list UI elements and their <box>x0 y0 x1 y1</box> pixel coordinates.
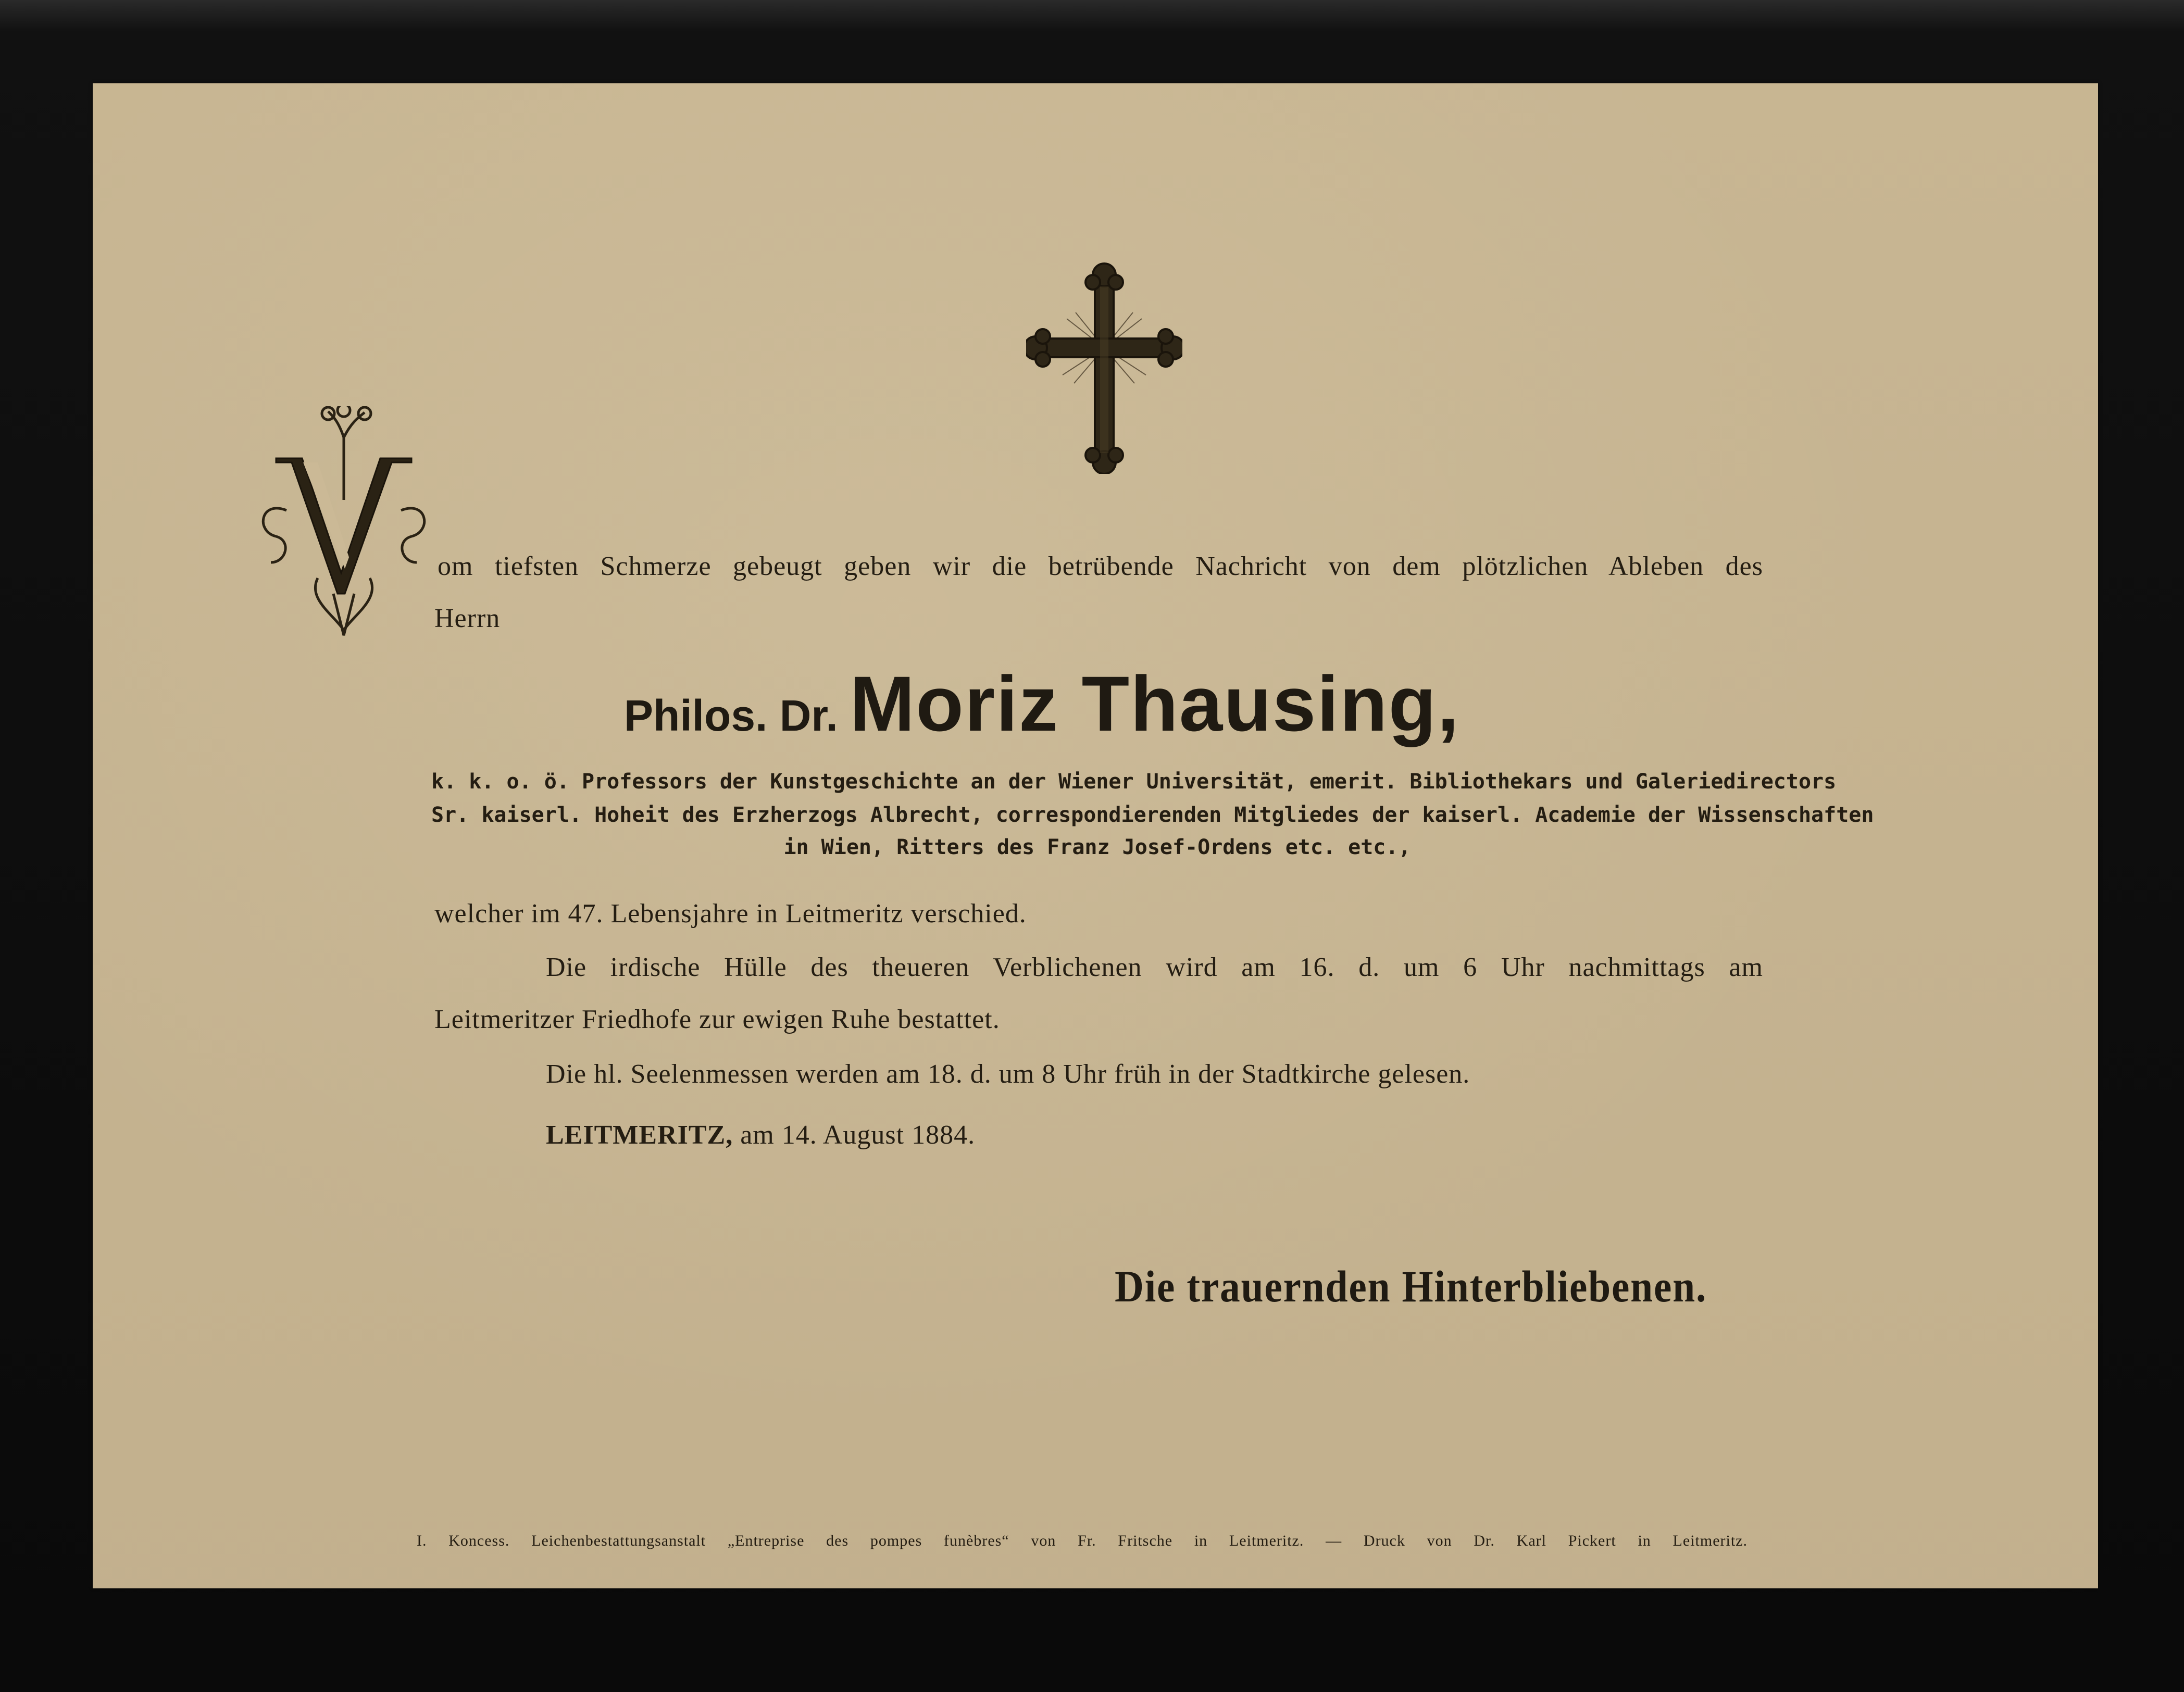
intro-text: om tiefsten Schmerze gebeugt geben wir die betrübende Nachricht von dem plötzlichen Ableben des <box>438 552 1763 581</box>
deceased-name: Moriz Thausing, <box>850 660 1460 747</box>
place-date-line <box>546 1120 975 1150</box>
date: am 14. August 1884. <box>740 1120 976 1150</box>
signoff: Die trauernden Hinterbliebenen. <box>1115 1261 1707 1311</box>
masses-line: Die hl. Seelenmessen werden am 18. d. um 8 Uhr früh in der Stadtkirche gelesen. <box>546 1059 1470 1089</box>
cross-icon <box>1026 260 1182 474</box>
floral-v-monogram-icon <box>255 406 432 646</box>
deceased-name-heading <box>624 659 1460 749</box>
printer-footer: I. Koncess. Leichenbestattungsanstalt „Entreprise des pompes funèbres“ von Fr. Fritsche in Leitmeritz. — Druck von Dr. Karl Pickert in Leitmeritz. <box>417 1532 1748 1549</box>
description-line-1: k. k. o. ö. Professors der Kunstgeschichte an der Wiener Universität, emerit. Bibliothekars und Galeriedirectors <box>431 770 1837 794</box>
description-line-2: Sr. kaiserl. Hoheit des Erzherzogs Albrecht, correspondierenden Mitgliedes der kaiserl. Academie der Wissenschaften <box>431 803 1874 827</box>
death-line: welcher im 47. Lebensjahre in Leitmeritz verschied. <box>434 899 1027 929</box>
academic-title: Philos. Dr. <box>624 691 838 740</box>
intro-line <box>438 551 1763 582</box>
place: LEITMERITZ, <box>546 1120 733 1150</box>
burial-line-2: Leitmeritzer Friedhofe zur ewigen Ruhe bestattet. <box>434 1005 1000 1034</box>
description-line-3: in Wien, Ritters des Franz Josef-Ordens etc. etc., <box>783 835 1411 859</box>
herrn-line: Herrn <box>434 604 501 633</box>
burial-line-1: Die irdische Hülle des theueren Verblichenen wird am 16. d. um 6 Uhr nachmittags am <box>546 952 1763 982</box>
